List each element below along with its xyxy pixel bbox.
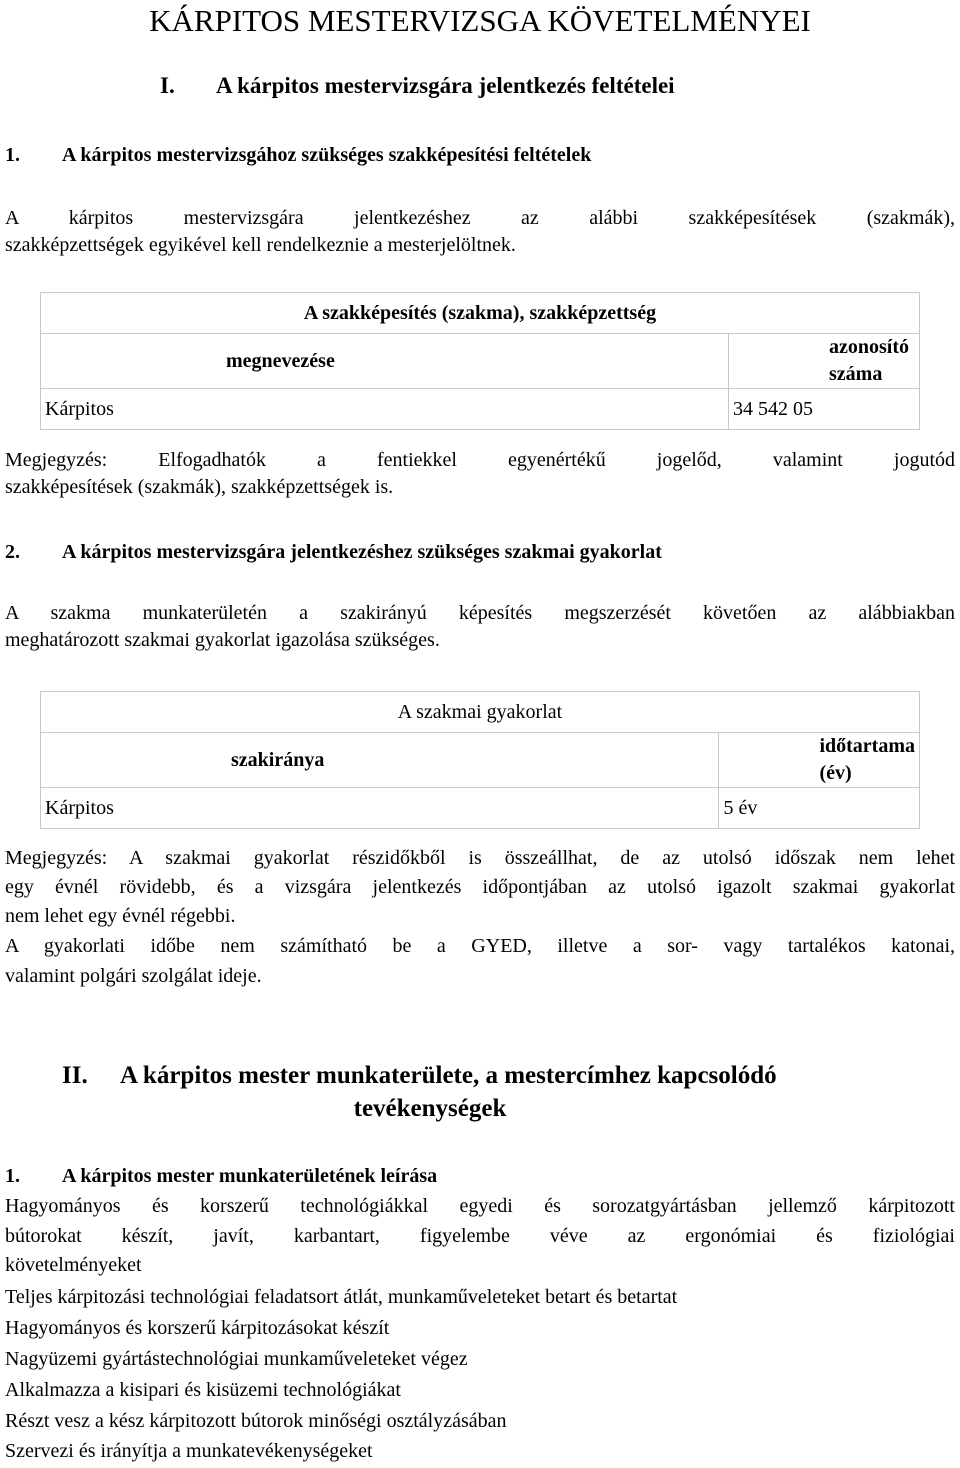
section-2-numeral: II. bbox=[62, 1062, 88, 1089]
activity-line-7: Alkalmazza a kisipari és kisüzemi technológiákat bbox=[5, 1379, 401, 1401]
activity-line-6: Nagyüzemi gyártástechnológiai munkaműveleteket végez bbox=[5, 1348, 468, 1370]
qualification-table-col-id: azonosító száma bbox=[729, 334, 920, 389]
subsection-2-note-line3: nem lehet egy évnél régebbi. bbox=[5, 905, 236, 927]
subsection-2-note-line2: egy évnél rövidebb, és a vizsgára jelentkezés időpontjában az utolsó igazolt szakmai gyakorlat bbox=[5, 876, 955, 898]
subsection-2-note-line1: Megjegyzés: A szakmai gyakorlat részidőkből is összeállhat, de az utolsó időszak nem lehet bbox=[5, 847, 955, 869]
section-1-numeral: I. bbox=[160, 73, 175, 98]
section-2-title-line1: A kárpitos mester munkaterülete, a mestercímhez kapcsolódó bbox=[120, 1062, 777, 1089]
qualification-table-row-id: 34 542 05 bbox=[729, 389, 920, 430]
section-1-title: A kárpitos mestervizsgára jelentkezés feltételei bbox=[216, 73, 675, 98]
subsection-1-number: 1. bbox=[5, 144, 20, 166]
subsection-1-text-line2: szakképzettségek egyikével kell rendelkeznie a mesterjelöltnek. bbox=[5, 234, 516, 256]
practice-table-col-duration: időtartama (év) bbox=[719, 733, 920, 788]
qualification-table-row-name: Kárpitos bbox=[41, 389, 729, 430]
practice-table-header: A szakmai gyakorlat bbox=[41, 692, 920, 733]
subsection-2-note-line4: A gyakorlati időbe nem számítható be a GYED, illetve a sor- vagy tartalékos katonai, bbox=[5, 935, 955, 957]
activity-line-4: Teljes kárpitozási technológiai feladatsort átlát, munkaműveleteket betart és betartat bbox=[5, 1286, 678, 1308]
subsection-2-text-line2: meghatározott szakmai gyakorlat igazolása szükséges. bbox=[5, 629, 440, 651]
subsection-1-note-line1: Megjegyzés: Elfogadhatók a fentiekkel egyenértékű jogelőd, valamint jogutód bbox=[5, 449, 955, 471]
practice-table-col-direction: szakiránya bbox=[41, 733, 719, 788]
practice-table-row-name: Kárpitos bbox=[41, 788, 719, 829]
qualification-table-col-name: megnevezése bbox=[41, 334, 729, 389]
subsection-1-text-line1: A kárpitos mestervizsgára jelentkezéshez az alábbi szakképesítések (szakmák), bbox=[5, 207, 955, 229]
subsection-1-note-line2: szakképesítések (szakmák), szakképzettségek is. bbox=[5, 476, 394, 498]
practice-table bbox=[40, 691, 920, 829]
subsection-2-text-line1: A szakma munkaterületén a szakirányú képesítés megszerzését követően az alábbiakban bbox=[5, 602, 955, 624]
section-2-subsection-1-title: A kárpitos mester munkaterületének leírása bbox=[62, 1165, 438, 1187]
qualification-table-header: A szakképesítés (szakma), szakképzettség bbox=[41, 293, 920, 334]
activity-line-5: Hagyományos és korszerű kárpitozásokat készít bbox=[5, 1317, 390, 1339]
subsection-2-number: 2. bbox=[5, 541, 20, 563]
activity-line-1: Hagyományos és korszerű technológiákkal egyedi és sorozatgyártásban jellemző kárpitozott bbox=[5, 1195, 955, 1217]
activity-line-2: bútorokat készít, javít, karbantart, figyelembe véve az ergonómiai és fiziológiai bbox=[5, 1225, 955, 1247]
qualification-table bbox=[40, 292, 920, 430]
subsection-2-note-line5: valamint polgári szolgálat ideje. bbox=[5, 965, 262, 987]
activity-line-8: Részt vesz a kész kárpitozott bútorok minőségi osztályzásában bbox=[5, 1410, 507, 1432]
section-2-title-line2: tevékenységek bbox=[353, 1095, 507, 1122]
document-title: KÁRPITOS MESTERVIZSGA KÖVETELMÉNYEI bbox=[149, 3, 811, 38]
activity-line-9: Szervezi és irányítja a munkatevékenységeket bbox=[5, 1440, 373, 1462]
section-2-subsection-1-number: 1. bbox=[5, 1165, 20, 1187]
subsection-2-title: A kárpitos mestervizsgára jelentkezéshez szükséges szakmai gyakorlat bbox=[62, 541, 662, 563]
practice-table-row-duration: 5 év bbox=[719, 788, 920, 829]
subsection-1-title: A kárpitos mestervizsgához szükséges szakképesítési feltételek bbox=[62, 144, 592, 166]
activity-line-3: követelményeket bbox=[5, 1254, 142, 1276]
